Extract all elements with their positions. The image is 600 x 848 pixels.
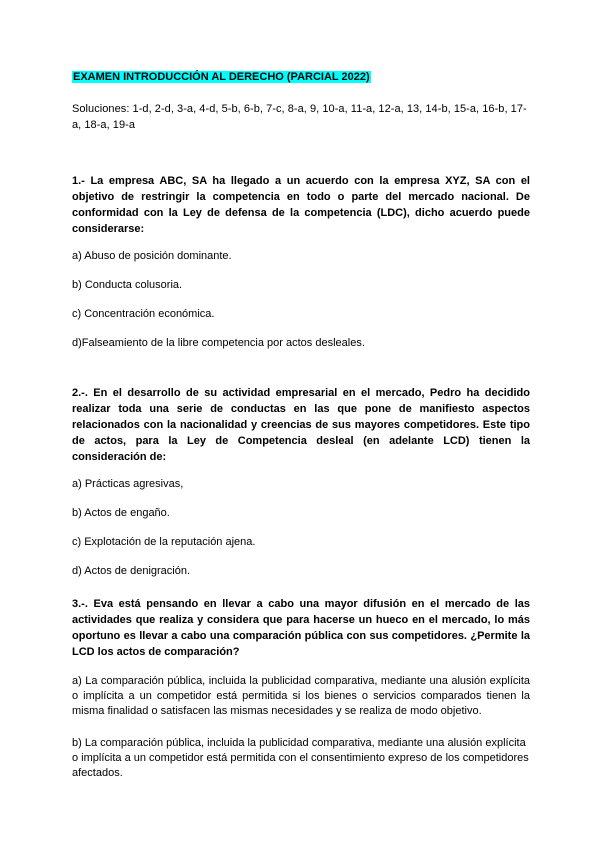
question-2-option-c: c) Explotación de la reputación ajena. bbox=[72, 536, 256, 548]
exam-page bbox=[72, 70, 530, 795]
question-2-option-a: a) Prácticas agresivas, bbox=[72, 478, 184, 490]
question-1-text: 1.- La empresa ABC, SA ha llegado a un acuerdo con la empresa XYZ, SA con el objetivo de restringir la competencia en todo o parte del mercado nacional. De conformidad con la Ley de defensa de la competencia (LDC), dicho acuerdo puede considerarse: bbox=[72, 175, 530, 235]
question-3-option-b: b) La comparación pública, incluida la publicidad comparativa, mediante una alusión explícita o implícita a un competidor está permitida con el consentimiento expreso de los competidores afectados. bbox=[72, 737, 529, 779]
question-2-option-b: b) Actos de engaño. bbox=[72, 507, 170, 519]
question-3-text: 3.-. Eva está pensando en llevar a cabo una mayor difusión en el mercado de las actividades que realiza y considera que para hacerse un hueco en el mercado, lo más oportuno es llevar a cabo una comparación pública con sus competidores. ¿Permite la LCD los actos de comparación? bbox=[72, 598, 530, 658]
exam-title: EXAMEN INTRODUCCIÓN AL DERECHO (PARCIAL 2022) bbox=[73, 71, 370, 83]
question-1-option-d: d)Falseamiento de la libre competencia por actos desleales. bbox=[72, 337, 365, 349]
question-1-option-a: a) Abuso de posición dominante. bbox=[72, 250, 232, 262]
question-1-option-c: c) Concentración económica. bbox=[72, 308, 215, 320]
title-block bbox=[72, 70, 530, 84]
solutions-line: Soluciones: 1-d, 2-d, 3-a, 4-d, 5-b, 6-b, 7-c, 8-a, 9, 10-a, 11-a, 12-a, 13, 14-b, 15-a, 16-b, 17-a, 18-a, 19-a bbox=[72, 103, 527, 131]
question-2-text: 2.-. En el desarrollo de su actividad empresarial en el mercado, Pedro ha decidido realizar toda una serie de conductas en las que pone de manifiesto aspectos relacionados con la nacionalidad y creencias de sus mayores competidores. Este tipo de actos, para la Ley de Competencia desleal (en adelante LCD) tienen la consideración de: bbox=[72, 387, 530, 463]
question-1-option-b: b) Conducta colusoria. bbox=[72, 279, 183, 291]
question-2-option-d: d) Actos de denigración. bbox=[72, 565, 191, 577]
question-3-option-a: a) La comparación pública, incluida la publicidad comparativa, mediante una alusión explícita o implícita a un competidor está permitida si los bienes o servicios comparados tienen la misma finalidad o satisfacen las mismas necesidades y se realiza de modo objetivo. bbox=[72, 675, 530, 717]
